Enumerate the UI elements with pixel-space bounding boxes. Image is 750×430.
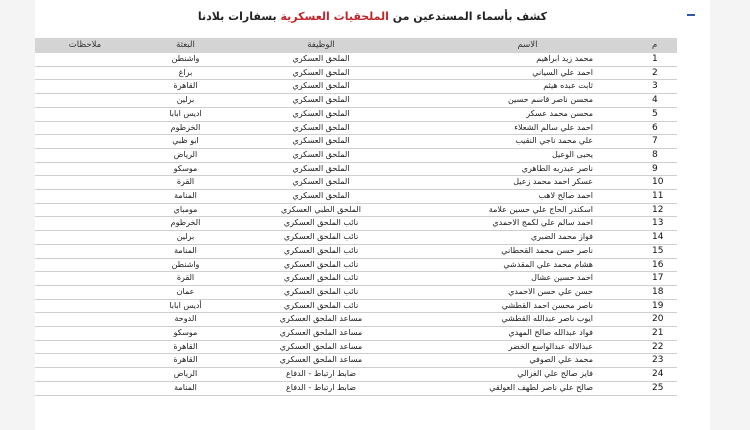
- row-notes: [35, 327, 135, 341]
- title-part2: بسفارات بلادنا: [197, 10, 281, 23]
- row-mission: الدوحة: [174, 314, 197, 324]
- row-name: احمد حسين عشال: [531, 273, 593, 283]
- row-num: 16: [652, 259, 664, 270]
- table-row: [35, 272, 677, 286]
- row-mission: عمان: [176, 286, 195, 296]
- row-name: محسن محمد عسكر: [526, 108, 593, 118]
- table-row: [35, 162, 677, 176]
- row-num: 12: [652, 204, 664, 215]
- row-mission: موسكو: [173, 328, 198, 338]
- table-row: [35, 203, 677, 217]
- row-name: احمد صالح لاهب: [538, 191, 593, 201]
- header-notes: ملاحظات: [68, 40, 102, 50]
- row-name: هشام محمد علي المقدشي: [503, 259, 593, 269]
- row-mission: الخرطوم: [170, 122, 201, 132]
- row-name: احمد علي السياني: [532, 67, 593, 77]
- table-row: [35, 121, 677, 135]
- row-notes: [35, 107, 135, 121]
- row-name: يحيى الوعيل: [551, 149, 593, 159]
- row-num: 11: [652, 191, 664, 202]
- row-job: الملحق العسكري: [292, 108, 350, 118]
- row-notes: [35, 354, 135, 368]
- row-notes: [35, 203, 135, 217]
- row-name: محسن ناصر قاسم حسين: [507, 95, 593, 105]
- row-job: الملحق العسكري: [292, 81, 350, 91]
- row-mission: القرة: [176, 177, 195, 187]
- table-row: [35, 107, 677, 121]
- table-row: [35, 231, 677, 245]
- table-row: [35, 94, 677, 108]
- row-mission: الرياض: [173, 149, 198, 159]
- table-row: [35, 368, 677, 382]
- table-row: [35, 80, 677, 94]
- row-notes: [35, 66, 135, 80]
- row-name: عسكر احمد محمد زعيل: [513, 177, 593, 187]
- row-num: 7: [652, 136, 658, 147]
- row-notes: [35, 190, 135, 204]
- row-job: نائب الملحق العسكري: [283, 300, 359, 310]
- title-part1: كشف بأسماء المستدعين من: [388, 10, 548, 23]
- table-row: [35, 190, 677, 204]
- row-name: علي محمد ناجي النقيب: [515, 136, 593, 146]
- row-job: ضابط ارتباط - الدفاع: [285, 369, 357, 379]
- row-job: الملحق العسكري: [292, 54, 350, 63]
- table-row: [35, 66, 677, 80]
- row-mission: القاهرة: [173, 81, 198, 91]
- attache-table: [35, 38, 677, 396]
- row-notes: [35, 285, 135, 299]
- header-mission: البعثة: [176, 40, 195, 50]
- row-name: فواد عبدالله صالح المهدي: [508, 328, 593, 338]
- row-job: نائب الملحق العسكري: [283, 259, 359, 269]
- row-job: الملحق العسكري: [292, 136, 350, 146]
- row-job: الملحق العسكري: [292, 95, 350, 105]
- row-num: 1: [652, 54, 658, 64]
- row-mission: القاهرة: [173, 341, 198, 351]
- row-num: 23: [652, 355, 664, 366]
- row-mission: ابو ظبي: [172, 136, 199, 146]
- table-row: [35, 299, 677, 313]
- row-name: ايوب ناصر عبدالله القطشي: [501, 314, 593, 324]
- row-num: 13: [652, 218, 664, 229]
- row-mission: برلين: [176, 95, 195, 105]
- table-row: [35, 285, 677, 299]
- row-mission: المنامة: [174, 382, 197, 392]
- table-body: [35, 53, 677, 395]
- row-name: ثابت عبده هيثم: [543, 81, 593, 91]
- row-notes: [35, 244, 135, 258]
- row-job: الملحق العسكري: [292, 191, 350, 201]
- row-notes: [35, 80, 135, 94]
- table-row: [35, 53, 677, 66]
- row-name: فايز صالح علي الغزالي: [517, 369, 593, 379]
- row-num: 8: [652, 149, 658, 160]
- row-name: احمد علي سالم الشعلاء: [514, 122, 593, 132]
- row-notes: [35, 217, 135, 231]
- row-mission: المنامة: [174, 191, 197, 201]
- row-notes: [35, 53, 135, 66]
- row-num: 18: [652, 286, 664, 297]
- row-num: 3: [652, 81, 658, 92]
- table-row: [35, 244, 677, 258]
- table-row: [35, 176, 677, 190]
- row-num: 25: [652, 382, 664, 393]
- row-job: ضابط ارتباط - الدفاع: [285, 382, 357, 392]
- row-num: 22: [652, 341, 664, 352]
- row-notes: [35, 272, 135, 286]
- table-row: [35, 313, 677, 327]
- row-name: ناصر عبدربه الطاهري: [521, 163, 593, 173]
- row-name: عبدالاله عبدالواسع الخضر: [508, 341, 593, 351]
- row-job: الملحق الطبي العسكري: [281, 204, 361, 214]
- row-notes: [35, 176, 135, 190]
- row-job: نائب الملحق العسكري: [283, 273, 359, 283]
- table-row: [35, 135, 677, 149]
- row-num: 21: [652, 328, 664, 339]
- row-num: 15: [652, 245, 664, 256]
- header-job: الوظيفة: [307, 40, 335, 50]
- row-num: 5: [652, 108, 658, 119]
- row-num: 6: [652, 122, 658, 133]
- row-job: الملحق العسكري: [292, 67, 350, 77]
- row-mission: مومباي: [173, 204, 198, 214]
- title-highlight: الملحقيات العسكرية: [280, 10, 389, 23]
- row-num: 9: [652, 163, 658, 174]
- row-job: مساعد الملحق العسكري: [279, 355, 363, 365]
- row-num: 14: [652, 232, 664, 243]
- row-mission: الرياض: [173, 369, 198, 379]
- row-job: الملحق العسكري: [292, 149, 350, 159]
- row-job: مساعد الملحق العسكري: [279, 341, 363, 351]
- row-mission: واشنطن: [171, 259, 200, 269]
- row-notes: [35, 381, 135, 395]
- row-num: 2: [652, 67, 658, 78]
- table-row: [35, 258, 677, 272]
- row-name: احمد سالم علي لكمج الاحمدي: [492, 218, 593, 228]
- row-mission: المنامة: [174, 245, 197, 255]
- row-notes: [35, 94, 135, 108]
- row-name: اسكندر الحاج علي حسين علامة: [488, 204, 593, 214]
- row-notes: [35, 231, 135, 245]
- table-header-row: [35, 38, 677, 53]
- row-job: مساعد الملحق العسكري: [279, 328, 363, 338]
- table-row: [35, 354, 677, 368]
- row-name: صالح علي ناصر لطهف العولقي: [489, 382, 593, 392]
- row-mission: القرة: [176, 273, 195, 283]
- table-row: [35, 217, 677, 231]
- table-row: [35, 148, 677, 162]
- row-num: 19: [652, 300, 664, 311]
- row-notes: [35, 313, 135, 327]
- row-name: محمد زيد ابراهيم: [536, 54, 593, 63]
- row-job: مساعد الملحق العسكري: [279, 314, 363, 324]
- row-notes: [35, 340, 135, 354]
- row-job: نائب الملحق العسكري: [283, 218, 359, 228]
- row-notes: [35, 258, 135, 272]
- row-mission: اديس ابابا: [169, 108, 202, 118]
- row-mission: برلين: [176, 232, 195, 242]
- row-name: حسن علي حسن الاحمدي: [508, 286, 593, 296]
- table-row: [35, 340, 677, 354]
- row-job: نائب الملحق العسكري: [283, 245, 359, 255]
- row-notes: [35, 135, 135, 149]
- row-notes: [35, 121, 135, 135]
- row-mission: واشنطن: [171, 54, 200, 63]
- header-num: م: [652, 40, 658, 50]
- row-name: محمد علي الصوفي: [529, 355, 593, 365]
- row-job: الملحق العسكري: [292, 163, 350, 173]
- table-row: [35, 381, 677, 395]
- row-num: 20: [652, 314, 664, 325]
- row-num: 17: [652, 273, 664, 284]
- document-title: [35, 10, 710, 23]
- row-name: ناصر محسن احمد القطشي: [501, 300, 593, 310]
- row-mission: أديس ابابا: [169, 300, 202, 310]
- row-mission: القاهرة: [173, 355, 198, 365]
- row-job: الملحق العسكري: [292, 122, 350, 132]
- row-name: ناصر حسن محمد القحطاني: [501, 245, 593, 255]
- row-notes: [35, 162, 135, 176]
- row-notes: [35, 299, 135, 313]
- row-mission: الخرطوم: [170, 218, 201, 228]
- row-mission: براغ: [178, 67, 193, 77]
- row-mission: موسكو: [173, 163, 198, 173]
- row-job: نائب الملحق العسكري: [283, 232, 359, 242]
- row-num: 4: [652, 95, 658, 106]
- row-notes: [35, 368, 135, 382]
- row-name: فواز محمد الضبري: [530, 232, 593, 242]
- row-num: 10: [652, 177, 664, 188]
- document-page: [35, 0, 710, 430]
- header-name: الاسم: [517, 40, 538, 50]
- row-num: 24: [652, 369, 664, 380]
- table-row: [35, 327, 677, 341]
- row-job: نائب الملحق العسكري: [283, 286, 359, 296]
- row-notes: [35, 148, 135, 162]
- row-job: الملحق العسكري: [292, 177, 350, 187]
